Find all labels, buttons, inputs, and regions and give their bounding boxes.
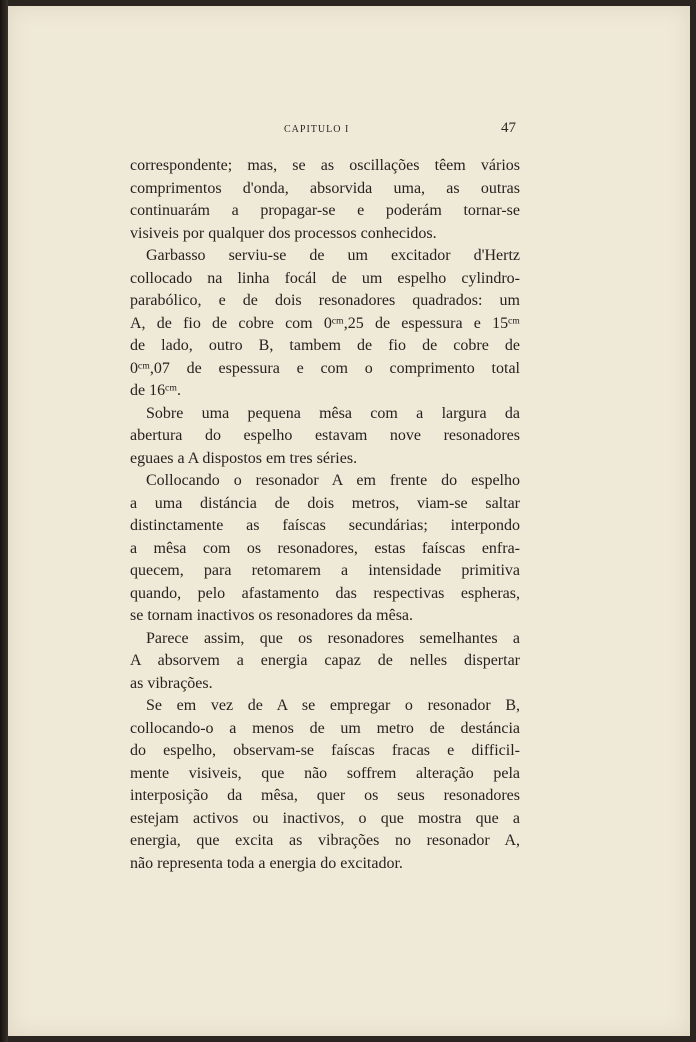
body-text bbox=[130, 155, 520, 875]
page-header bbox=[130, 120, 516, 142]
text-line: Garbasso serviu-se de um excitador d'Hertz bbox=[146, 247, 520, 264]
text-line: eguaes a A dispostos em tres séries. bbox=[130, 449, 358, 467]
text-line: Se em vez de A se empregar o resonador B, bbox=[146, 697, 520, 714]
text-line: collocando-o a menos de um metro de destáncia bbox=[130, 719, 520, 737]
text-line: A absorvem a energia capaz de nelles dispertar bbox=[130, 652, 520, 669]
text-line: de 16ᶜᵐ. bbox=[130, 382, 182, 399]
text-line: Sobre uma pequena mêsa com a largura da bbox=[146, 404, 520, 422]
text-line: a uma distáncia de dois metros, viam-se saltar bbox=[130, 494, 520, 512]
text-line: a mêsa com os resonadores, estas faíscas enfra- bbox=[130, 539, 520, 557]
text-line: continuarám a propagar-se e poderám tornar-se bbox=[130, 202, 520, 219]
text-line: parabólico, e de dois resonadores quadrados: um bbox=[130, 292, 520, 309]
text-line: energia, que excita as vibrações no resonador A, bbox=[130, 832, 520, 849]
text-line: de lado, outro B, tambem de fio de cobre de bbox=[130, 337, 520, 354]
text-line: Collocando o resonador A em frente do espelho bbox=[146, 472, 520, 489]
running-title: CAPITULO I bbox=[284, 124, 350, 135]
text-line: estejam activos ou inactivos, o que mostra que a bbox=[130, 809, 520, 827]
page-number: 47 bbox=[501, 120, 516, 136]
text-line: interposição da mêsa, quer os seus resonadores bbox=[130, 787, 520, 804]
text-line: correspondente; mas, se as oscillações têem vários bbox=[130, 157, 520, 174]
book-binding-edge bbox=[0, 0, 8, 1042]
text-line: 0ᶜᵐ,07 de espessura e com o comprimento total bbox=[130, 359, 520, 377]
text-line: mente visiveis, que não soffrem alteração pela bbox=[130, 764, 520, 782]
text-line: Parece assim, que os resonadores semelhantes a bbox=[146, 629, 520, 647]
text-line: quando, pelo afastamento das respectivas espheras, bbox=[130, 584, 520, 602]
text-line: visiveis por qualquer dos processos conhecidos. bbox=[130, 224, 437, 242]
text-line: quecem, para retomarem a intensidade primitiva bbox=[130, 562, 520, 579]
text-line: abertura do espelho estavam nove resonadores bbox=[130, 427, 520, 444]
text-line: se tornam inactivos os resonadores da mêsa. bbox=[130, 607, 414, 624]
text-line: não representa toda a energia do excitador. bbox=[130, 854, 403, 872]
text-line: comprimentos d'onda, absorvida uma, as outras bbox=[130, 179, 520, 197]
text-line: distinctamente as faíscas secundárias; interpondo bbox=[130, 517, 520, 534]
text-line: A, de fio de cobre com 0ᶜᵐ,25 de espessura e 15ᶜᵐ bbox=[130, 314, 520, 332]
text-line: as vibrações. bbox=[130, 674, 213, 692]
text-line: collocado na linha focál de um espelho cylindro- bbox=[130, 269, 520, 287]
text-line: do espelho, observam-se faíscas fracas e difficil- bbox=[130, 742, 520, 759]
